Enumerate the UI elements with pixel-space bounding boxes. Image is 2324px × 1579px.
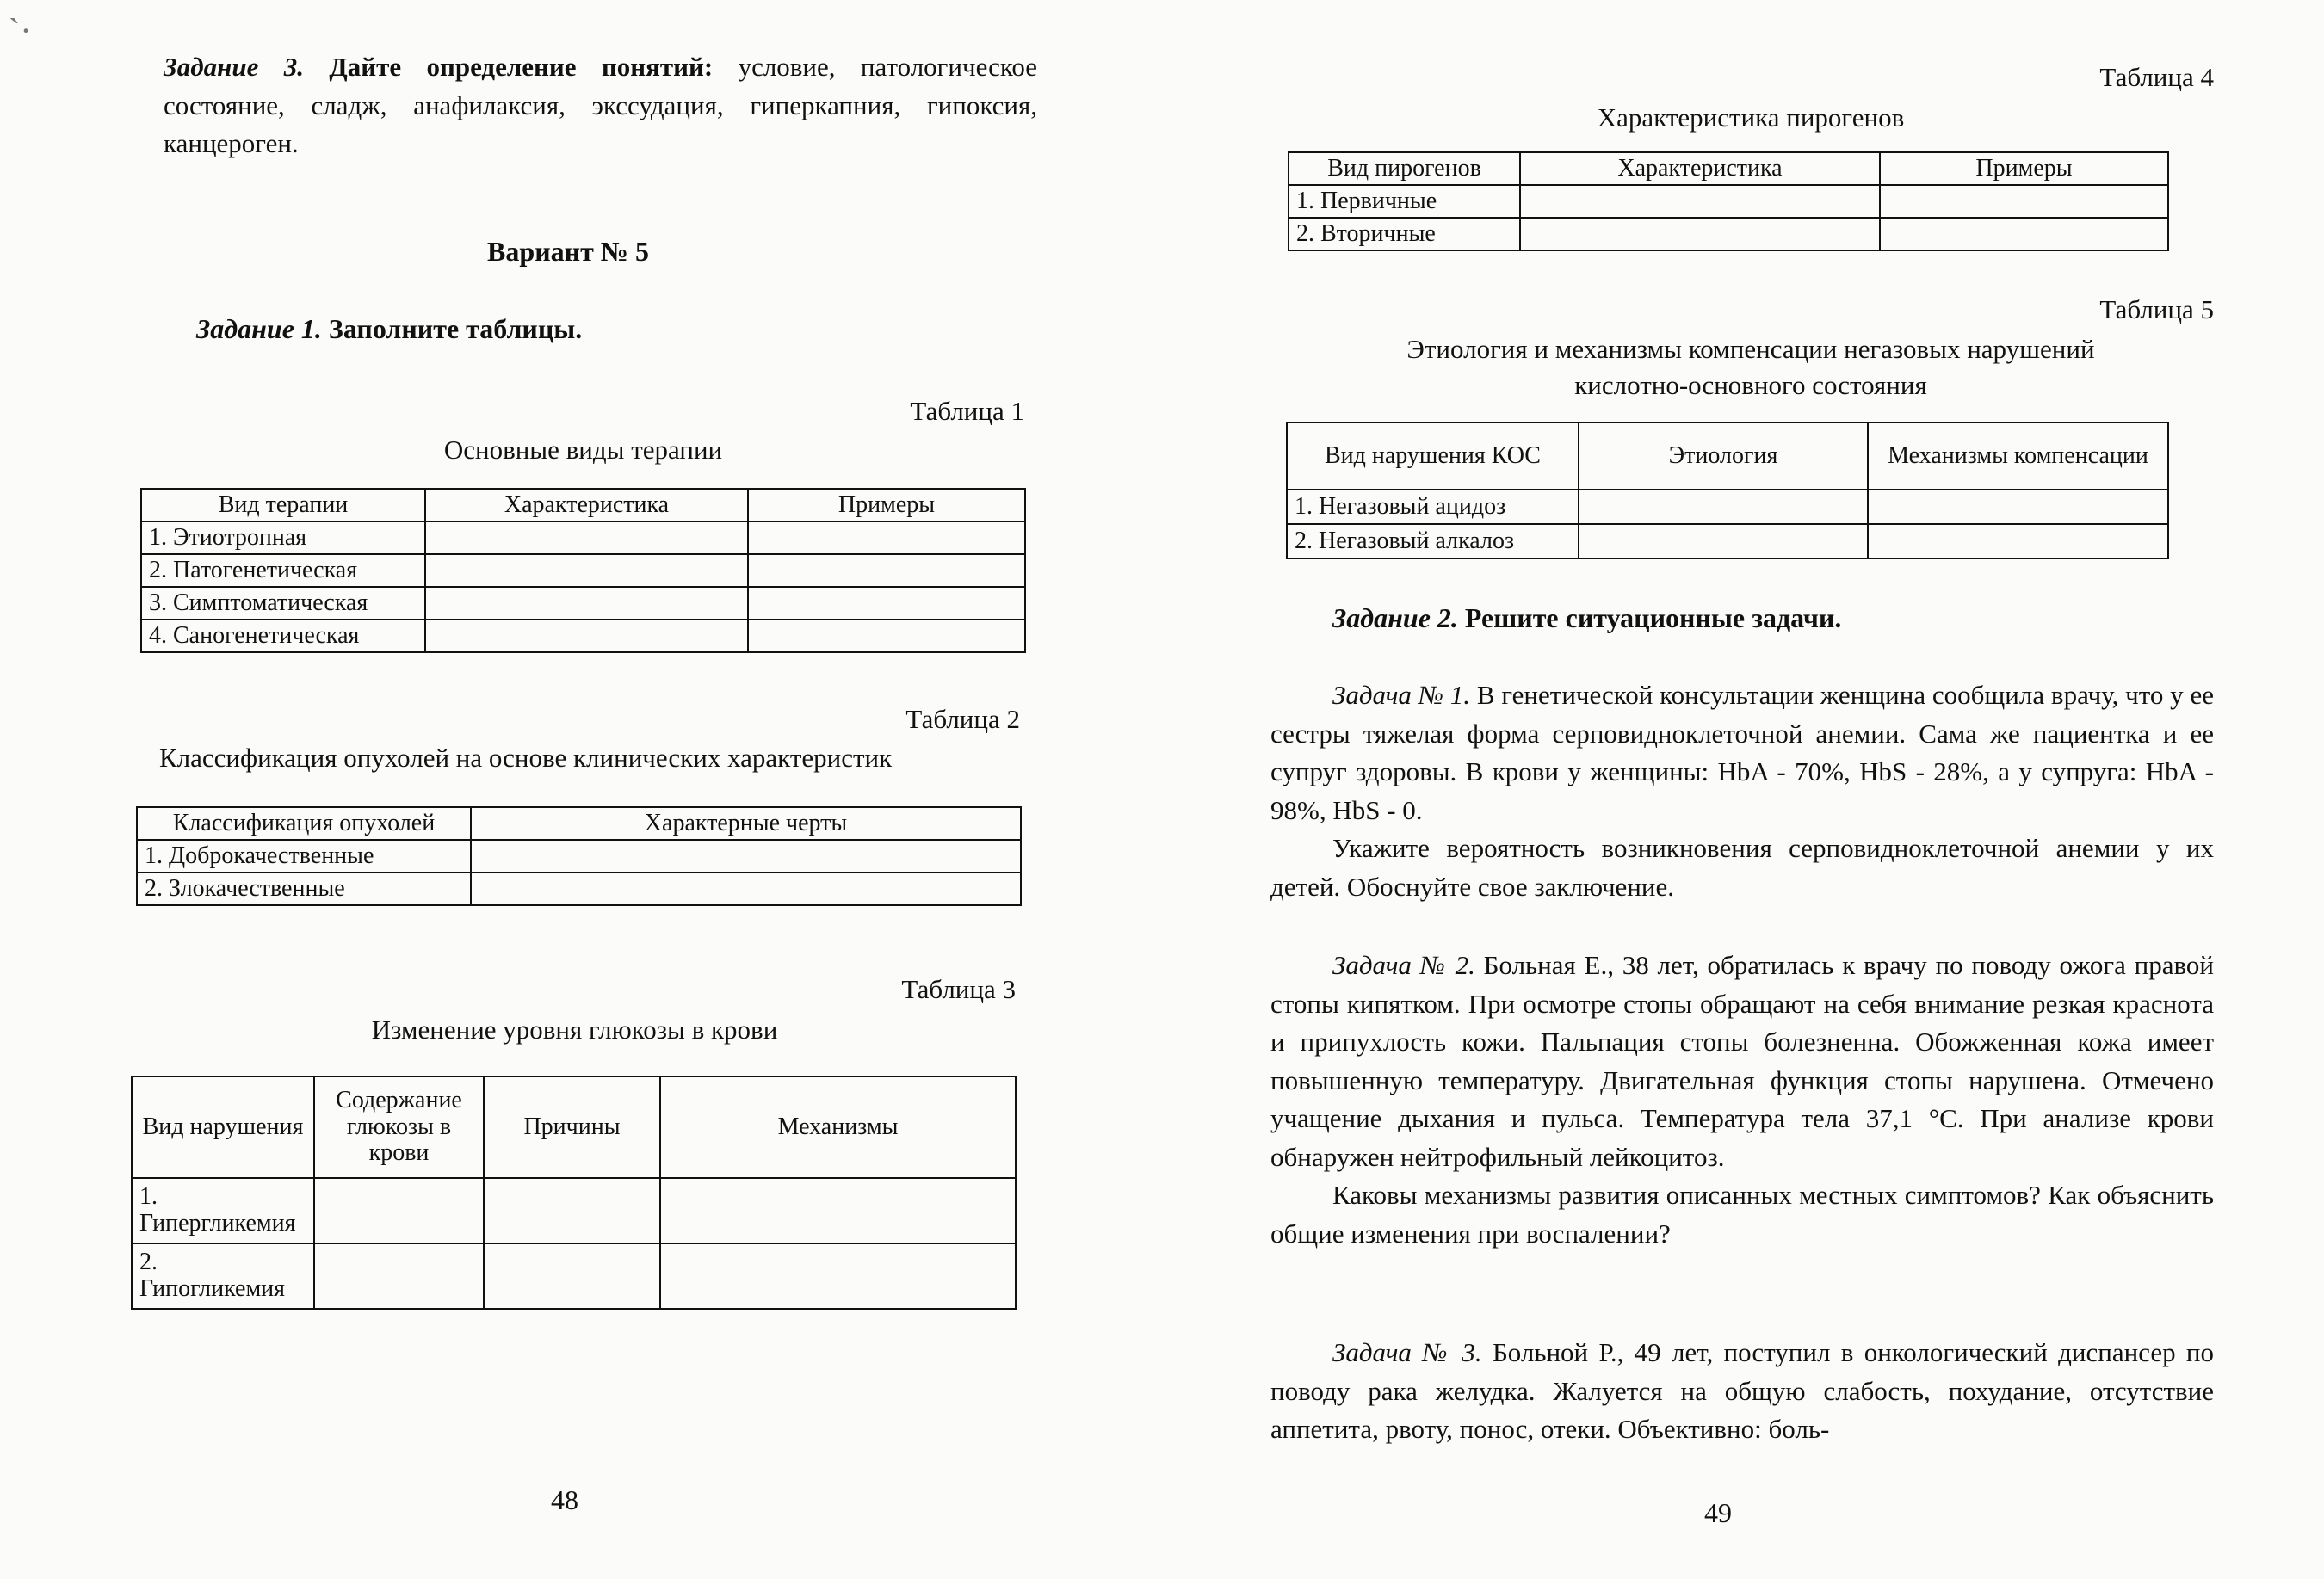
table5-caption-line: Этиология и механизмы компенсации негазовых нарушений <box>1406 334 2095 364</box>
task3-label: Задание 3. <box>164 52 305 82</box>
table-row <box>132 1243 1016 1309</box>
table1-header: Примеры <box>748 489 1025 521</box>
table1-caption: Основные виды терапии <box>443 435 723 465</box>
table3-header: Содержание глюкозы в крови <box>314 1076 484 1178</box>
table1-row-label: 1. Этиотропная <box>141 521 425 554</box>
table2-row-label: 2. Злокачественные <box>137 873 471 905</box>
table4-empty-cell[interactable] <box>1520 185 1880 218</box>
task2-text: Решите ситуационные задачи. <box>1457 602 1842 633</box>
problem2-question: Каковы механизмы развития описанных местных симптомов? Как объяснить общие изменения при воспалении? <box>1270 1180 2214 1249</box>
problem1 <box>1270 676 2214 906</box>
table2-label: Таблица 2 <box>905 704 1020 734</box>
table3-empty-cell[interactable] <box>314 1243 484 1309</box>
problem2-text <box>1270 947 2214 1176</box>
problem2 <box>1270 947 2214 1253</box>
table3-header-row <box>132 1076 1016 1178</box>
page-number-left: 48 <box>551 1484 578 1515</box>
problem3-body: Больной Р., 49 лет, поступил в онкологический диспансер по поводу рака желудка. Жалуется на общую слабость, похудание, отсутствие аппетита, рвоту, понос, отеки. Объективно: боль- <box>1270 1337 2215 1444</box>
table4-header: Примеры <box>1880 152 2168 185</box>
problem3-text <box>1270 1334 2214 1449</box>
task3-text: условие, патологическое состояние, сладж, анафилаксия, экссудация, гиперкапния, гипоксия, канцероген. <box>164 52 1037 158</box>
table3-empty-cell[interactable] <box>660 1243 1016 1309</box>
table4-header: Вид пирогенов <box>1289 152 1520 185</box>
table-row <box>141 587 1025 620</box>
table1-header-row <box>141 489 1025 521</box>
table-row <box>1289 185 2168 218</box>
table3-empty-cell[interactable] <box>484 1178 660 1243</box>
table5-empty-cell[interactable] <box>1579 524 1868 558</box>
table1-row-label: 4. Саногенетическая <box>141 620 425 652</box>
problem3-label: Задача № 3. <box>1332 1337 1482 1367</box>
table1-empty-cell[interactable] <box>748 554 1025 587</box>
table4-empty-cell[interactable] <box>1520 218 1880 250</box>
table2 <box>136 806 1022 906</box>
table2-empty-cell[interactable] <box>471 873 1021 905</box>
table1 <box>140 488 1026 653</box>
table5-label: Таблица 5 <box>2099 294 2214 324</box>
table-row <box>137 873 1021 905</box>
table3-header: Механизмы <box>660 1076 1016 1178</box>
table1-header: Характеристика <box>425 489 748 521</box>
problem3 <box>1270 1334 2214 1449</box>
table4-row-label: 1. Первичные <box>1289 185 1520 218</box>
table5-header-row <box>1287 423 2168 490</box>
right-page <box>1162 0 2324 1579</box>
problem2-label: Задача № 2. <box>1332 950 1475 980</box>
table2-caption: Классификация опухолей на основе клинических характеристик <box>159 743 893 773</box>
table5-empty-cell[interactable] <box>1868 524 2168 558</box>
table3-empty-cell[interactable] <box>660 1178 1016 1243</box>
page-number-right: 49 <box>1704 1497 1732 1528</box>
table5-caption-line: кислотно-основного состояния <box>1574 370 1927 400</box>
table-row <box>1287 490 2168 524</box>
table1-empty-cell[interactable] <box>425 554 748 587</box>
table3-empty-cell[interactable] <box>314 1178 484 1243</box>
table4-caption: Характеристика пирогенов <box>1597 102 1905 133</box>
table2-row-label: 1. Доброкачественные <box>137 840 471 873</box>
table-row <box>141 554 1025 587</box>
table5-row-label: 1. Негазовый ацидоз <box>1287 490 1579 524</box>
table2-header: Классификация опухолей <box>137 807 471 840</box>
scan-speck: ˋ· <box>9 11 32 50</box>
table5-header: Механизмы компенсации <box>1868 423 2168 490</box>
table3 <box>131 1076 1017 1310</box>
table4-header-row <box>1289 152 2168 185</box>
problem1-text <box>1270 676 2214 830</box>
table1-empty-cell[interactable] <box>425 587 748 620</box>
task1-label: Задание 1. <box>196 313 322 344</box>
table1-empty-cell[interactable] <box>748 620 1025 652</box>
table5-header: Этиология <box>1579 423 1868 490</box>
table-row <box>132 1178 1016 1243</box>
table3-header: Вид нарушения <box>132 1076 314 1178</box>
table1-header: Вид терапии <box>141 489 425 521</box>
table3-row-label: 2. Гипогликемия <box>132 1243 314 1309</box>
table1-label: Таблица 1 <box>910 396 1024 426</box>
table-row <box>141 620 1025 652</box>
table5-empty-cell[interactable] <box>1579 490 1868 524</box>
table1-empty-cell[interactable] <box>425 521 748 554</box>
task2-heading <box>1332 602 1841 634</box>
problem1-label: Задача № 1. <box>1332 680 1471 710</box>
table3-header: Причины <box>484 1076 660 1178</box>
task3-paragraph <box>164 48 1037 163</box>
variant-title: Вариант № 5 <box>487 236 649 267</box>
problem2-body: Больная Е., 38 лет, обратилась к врачу по поводу ожога правой стопы кипятком. При осмотре стопы обращают на себя внимание резкая краснота и припухлость кожи. Пальпация стопы болезненна. Обожженная кожа имеет повышенную температуру. Двигательная функция стопы нарушена. Отмечено учащение дыхания и пульса. Температура тела 37,1 °С. При анализе крови обнаружен нейтрофильный лейкоцитоз. <box>1270 950 2214 1172</box>
task2-label: Задание 2. <box>1332 602 1458 633</box>
table3-label: Таблица 3 <box>901 974 1016 1004</box>
problem1-question: Укажите вероятность возникновения серповидноклеточной анемии у их детей. Обоснуйте свое заключение. <box>1270 833 2214 902</box>
table-row <box>1287 524 2168 558</box>
table4-label: Таблица 4 <box>2099 62 2214 92</box>
table5-caption <box>1288 331 2214 404</box>
table2-header: Характерные черты <box>471 807 1021 840</box>
table1-empty-cell[interactable] <box>748 521 1025 554</box>
table4-empty-cell[interactable] <box>1880 218 2168 250</box>
table4 <box>1288 151 2169 251</box>
table5-empty-cell[interactable] <box>1868 490 2168 524</box>
task3-bold: Дайте определение понятий: <box>304 52 714 82</box>
table1-row-label: 2. Патогенетическая <box>141 554 425 587</box>
task1-text: Заполните таблицы. <box>321 313 583 344</box>
table1-row-label: 3. Симптоматическая <box>141 587 425 620</box>
table4-empty-cell[interactable] <box>1880 185 2168 218</box>
table4-header: Характеристика <box>1520 152 1880 185</box>
table3-row-label: 1. Гипергликемия <box>132 1178 314 1243</box>
table2-header-row <box>137 807 1021 840</box>
task1-heading <box>196 313 582 345</box>
table3-empty-cell[interactable] <box>484 1243 660 1309</box>
table-row <box>1289 218 2168 250</box>
table5-header: Вид нарушения КОС <box>1287 423 1579 490</box>
table4-row-label: 2. Вторичные <box>1289 218 1520 250</box>
table-row <box>137 840 1021 873</box>
problem1-body: В генетической консультации женщина сообщила врачу, что у ее сестры тяжелая форма серповидноклеточной анемии. Сама же пациентка и ее супруг здоровы. В крови у женщины: HbA - 70%, HbS - 28%, а у супруга: HbA - 98%, HbS - 0. <box>1270 680 2214 825</box>
table5 <box>1286 422 2169 559</box>
table2-empty-cell[interactable] <box>471 840 1021 873</box>
table1-empty-cell[interactable] <box>748 587 1025 620</box>
table1-empty-cell[interactable] <box>425 620 748 652</box>
table-row <box>141 521 1025 554</box>
table5-row-label: 2. Негазовый алкалоз <box>1287 524 1579 558</box>
table3-caption: Изменение уровня глюкозы в крови <box>371 1015 778 1045</box>
